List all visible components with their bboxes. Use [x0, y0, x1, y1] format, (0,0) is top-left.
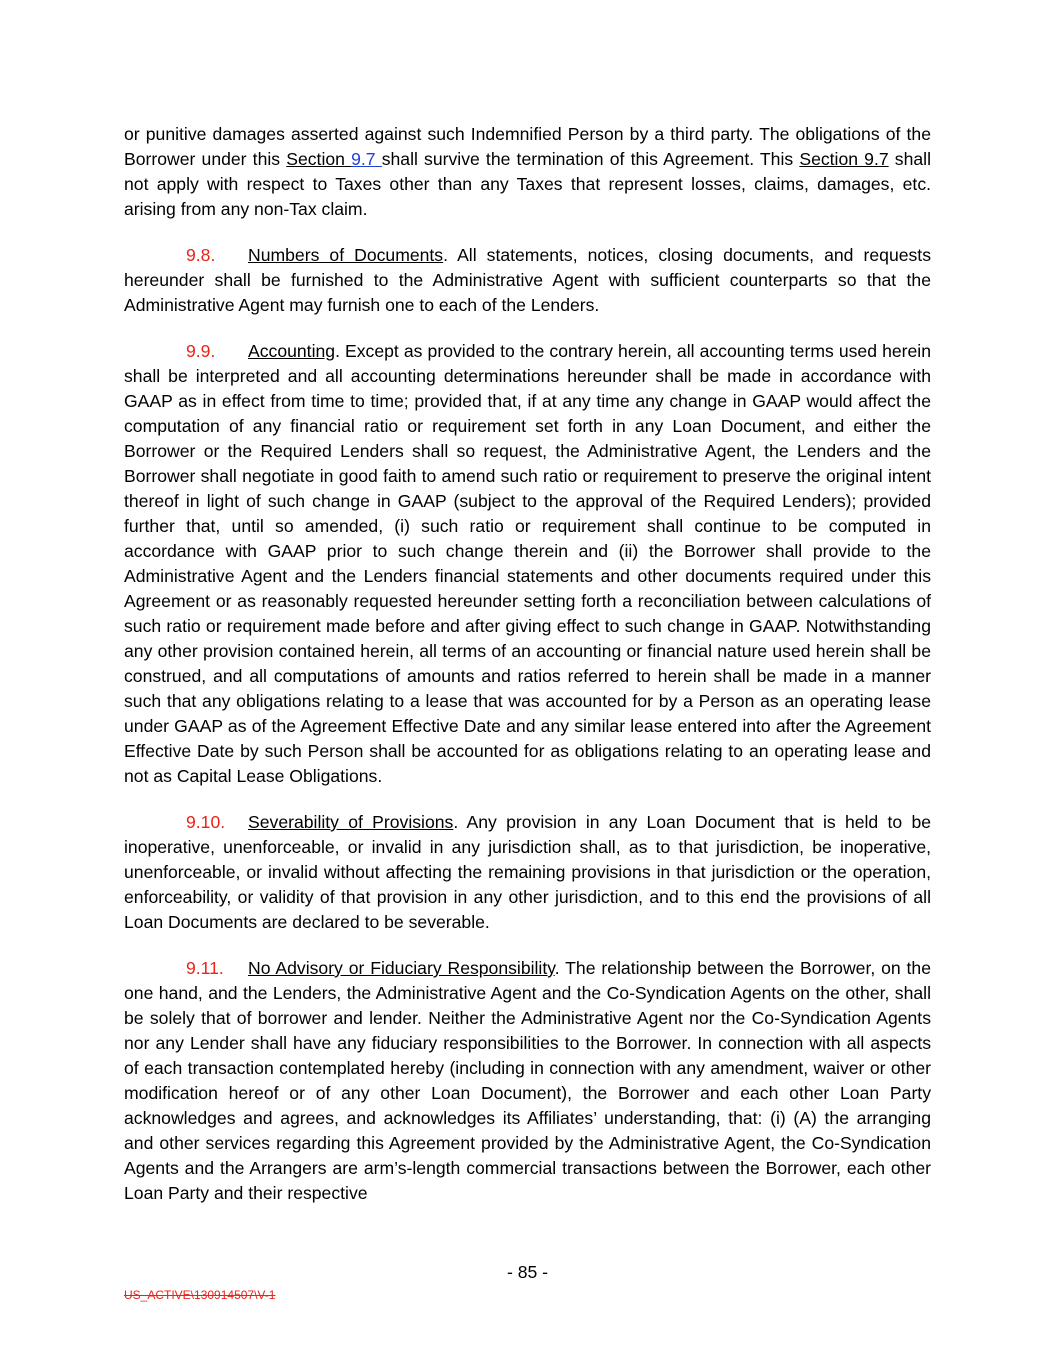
section-number: 9.11. — [186, 958, 224, 978]
section-body: . All statements, notices, closing documents, and requests hereunder shall be furnished to the Administrative Agent with sufficient counterparts so that the Administrative Agent may furnish one to each of the Lenders. — [124, 245, 931, 315]
section-9-11 — [124, 956, 931, 1206]
intro-text-1: or punitive damages asserted against such Indemnified Person by a third party. The obligations of the Borrower under this — [124, 124, 931, 169]
document-page — [124, 122, 931, 1206]
section-number: 9.9. — [186, 341, 216, 361]
section-number: 9.10. — [186, 812, 226, 832]
intro-text-3: shall not apply with respect to Taxes other than any Taxes that represent losses, claims, damages, etc. arising from any non-Tax claim. — [124, 149, 931, 219]
section-9-9 — [124, 339, 931, 789]
section-ref-a[interactable] — [286, 149, 381, 169]
intro-paragraph — [124, 122, 931, 222]
section-ref-b[interactable]: Section 9.7 — [799, 149, 889, 169]
section-body: . Any provision in any Loan Document that is held to be inoperative, unenforceable, or invalid in any jurisdiction shall, as to that jurisdiction, be inoperative, unenforceable, or invalid without affecting the remaining provisions in that jurisdiction or the operation, enforceability, or validity of that provision in any other jurisdiction, and to this end the provisions of all Loan Documents are declared to be severable. — [124, 812, 932, 932]
section-body: . Except as provided to the contrary herein, all accounting terms used herein shall be interpreted and all accounting determinations hereunder shall be made in accordance with GAAP as in effect from time to time; provided that, if at any time any change in GAAP would affect the computation of any financial ratio or requirement set forth in any Loan Document, and either the Borrower or the Required Lenders shall so request, the Administrative Agent, the Lenders and the Borrower shall negotiate in good faith to amend such ratio or requirement to preserve the original intent thereof in light of such change in GAAP (subject to the approval of the Required Lenders); provided further that, until so amended, (i) such ratio or requirement shall continue to be computed in accordance with GAAP prior to such change therein and (ii) the Borrower shall provide to the Administrative Agent and the Lenders financial statements and other documents required under this Agreement or as reasonably requested hereunder setting forth a reconciliation between calculations of such ratio or requirement made before and after giving effect to such change in GAAP. Notwithstanding any other provision contained herein, all terms of an accounting or financial nature used herein shall be construed, and all computations of amounts and ratios referred to herein shall be made in a manner such that any obligations relating to a lease that was accounted for by a Person as an operating lease under GAAP as of the Agreement Effective Date and any similar lease entered into after the Agreement Effective Date by such Person shall be accounted for as obligations relating to an operating lease and not as Capital Lease Obligations. — [124, 341, 931, 786]
section-number: 9.8. — [186, 245, 216, 265]
section-ref-a-label: Section — [286, 149, 352, 169]
document-id: US_ACTIVE\130914507\V-1 — [124, 1288, 276, 1302]
section-heading: Severability of Provisions — [248, 812, 454, 832]
section-9-8 — [124, 243, 931, 318]
section-body: . The relationship between the Borrower, on the one hand, and the Lenders, the Administrative Agent and the Co-Syndication Agents on the other, shall be solely that of borrower and lender. Neither the Administrative Agent nor the Co-Syndication Agents nor any Lender shall have any fiduciary responsibilities to the Borrower. In connection with all aspects of each transaction contemplated hereby (including in connection with any amendment, waiver or other modification hereof or of any other Loan Document), the Borrower and each other Loan Party acknowledges and agrees, and acknowledges its Affiliates’ understanding, that: (i) (A) the arranging and other services regarding this Agreement provided by the Administrative Agent, the Co-Syndication Agents and the Arrangers are arm’s-length commercial transactions between the Borrower, each other Loan Party and their respective — [124, 958, 931, 1203]
page-number: - 85 - — [506, 1262, 549, 1282]
section-9-10 — [124, 810, 931, 935]
section-heading: Accounting — [248, 341, 336, 361]
section-ref-a-link[interactable]: 9.7 — [351, 149, 382, 169]
section-heading: Numbers of Documents — [248, 245, 444, 265]
intro-text-2: shall survive the termination of this Agreement. This — [381, 149, 800, 169]
section-heading: No Advisory or Fiduciary Responsibility — [248, 958, 555, 978]
